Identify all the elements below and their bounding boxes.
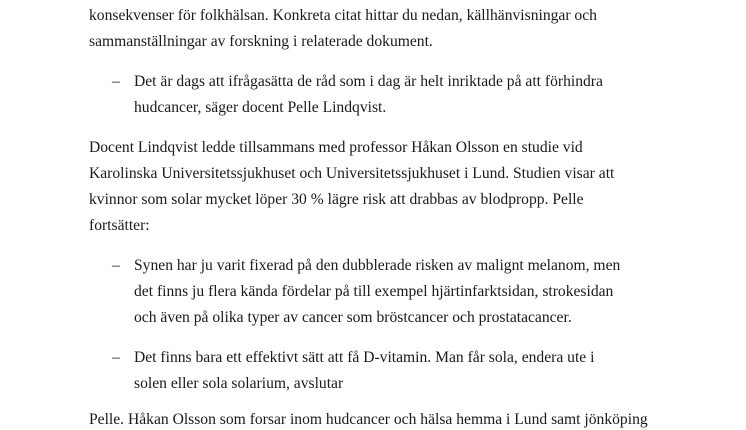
quote-dash: – <box>112 349 120 366</box>
intro-line-2: sammanställningar av forskning i relaterade dokument. <box>89 33 433 50</box>
quote-3-line-1: Det finns bara ett effektivt sätt att få D-vitamin. Man får sola, endera ute i <box>134 349 595 366</box>
paragraph-line-1: Docent Lindqvist ledde tillsammans med professor Håkan Olsson en studie vid <box>89 139 583 156</box>
quote-dash: – <box>112 257 120 274</box>
cutoff-line: Pelle. Håkan Olsson som forsar inom hudcancer och hälsa hemma i Lund samt jönköping <box>89 411 648 428</box>
quote-3-line-2: solen eller sola solarium, avslutar <box>134 375 344 392</box>
paragraph-line-4: fortsätter: <box>89 217 150 234</box>
intro-line-1: konsekvenser för folkhälsan. Konkreta citat hittar du nedan, källhänvisningar och <box>89 7 597 24</box>
quote-2-line-1: Synen har ju varit fixerad på den dubblerade risken av malignt melanom, men <box>134 257 621 274</box>
quote-2-line-3: och även på olika typer av cancer som bröstcancer och prostatacancer. <box>134 309 572 326</box>
quote-1-line-2: hudcancer, säger docent Pelle Lindqvist. <box>134 99 387 116</box>
quote-dash: – <box>112 73 120 90</box>
quote-1-line-1: Det är dags att ifrågasätta de råd som i dag är helt inriktade på att förhindra <box>134 73 603 90</box>
paragraph-line-2: Karolinska Universitetssjukhuset och Universitetssjukhuset i Lund. Studien visar att <box>89 165 615 182</box>
quote-2-line-2: det finns ju flera kända fördelar på till exempel hjärtinfarktsidan, strokesidan <box>134 283 614 300</box>
paragraph-line-3: kvinnor som solar mycket löper 30 % lägre risk att drabbas av blodpropp. Pelle <box>89 191 584 208</box>
